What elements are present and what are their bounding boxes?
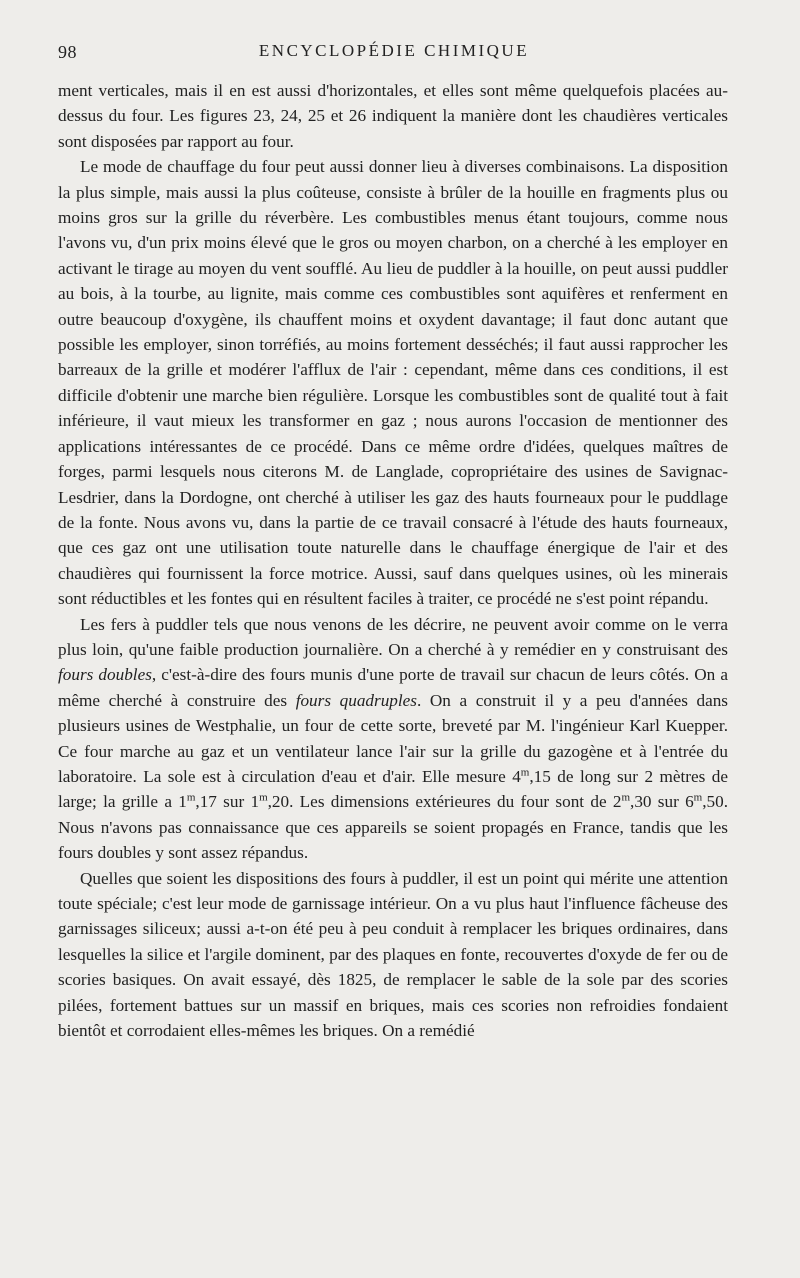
- paragraph-lining: Quelles que soient les dispositions des fours à puddler, il est un point qui mérite une attention toute spéciale; c'est leur mode de garnissage intérieur. On a vu plus haut l'influence fâcheuse des garnissages siliceux; aussi a-t-on été peu à peu conduit à remplacer les briques ordinaires, dans lesquelles la silice et l'argile dominent, par des plaques en fonte, recouvertes d'oxyde de fer ou de scories basiques. On avait essayé, dès 1825, de remplacer le sable de la sole par des scories pilées, fortement battues sur un massif en briques, mais ces scories non refroidies fondaient bientôt et corrodaient elles-mêmes les briques. On a remédié: [58, 868, 728, 1041]
- text-run: ,17 sur 1: [195, 792, 260, 812]
- page-number: 98: [58, 42, 77, 62]
- text-run: ,15 de long sur 2 mètres de large; la grille a 1: [58, 766, 728, 812]
- text-run: , c'est-à-dire des fours munis d'une porte de travail sur chacun de leurs côtés. On a même cherché à construire des: [58, 665, 728, 710]
- unit-superscript: m: [186, 791, 196, 804]
- paragraph-heating-modes: Le mode de chauffage du four peut aussi donner lieu à diverses combinaisons. La disposition la plus simple, mais aussi la plus coûteuse, consiste à brûler de la houille en fragments plus ou moins gros sur la grille du réverbère. Les combustibles menus étant toujours, comme nous l'avons vu, d'un prix moins élevé que le gros ou moyen charbon, on a cherché à les employer en activant le tirage au moyen du vent soufflé. Au lieu de puddler à la houille, on peut aussi puddler au bois, à la tourbe, au lignite, mais comme ces combustibles sont aquifères et renferment en outre beaucoup d'oxygène, ils chauffent moins et oxydent davantage; il faut donc autant que possible les employer, sinon torréfiés, au moins fortement desséchés; il faut aussi rapprocher les barreaux de la grille et modérer l'afflux de l'air : cependant, même dans ces conditions, il est difficile d'obtenir une marche bien régulière. Lorsque les combustibles sont de qualité tout à fait inférieure, il vaut mieux les transformer en gaz ; nous aurons l'occasion de mentionner des applications intéressantes de ce procédé. Dans ce même ordre d'idées, quelques maîtres de forges, parmi lesquels nous citerons M. de Langlade, copropriétaire des usines de Savignac-Lesdrier, dans la Dordogne, ont cherché à utiliser les gaz des hauts fourneaux pour le puddlage de la fonte. Nous avons vu, dans la partie de ce travail consacré à l'étude des hauts fourneaux, que ces gaz ont une utilisation toute naturelle dans le chauffage énergique de l'air et des chaudières qui fournissent la force motrice. Aussi, sauf dans quelques usines, où les minerais sont réductibles et les fontes qui en résultent faciles à traiter, ce procédé ne s'est point répandu.: [58, 157, 728, 609]
- text-run: . On a construit il y a peu d'années dans plusieurs usines de Westphalie, un four de cette sorte, breveté par M. l'ingénieur Karl Kuepper. Ce four marche au gaz et un ventilateur lance l'air sur la grille du gazogène et à l'entrée du laboratoire. La sole est à circulation d'eau et d'air. Elle mesure 4: [58, 690, 729, 786]
- unit-superscript: m: [693, 791, 703, 804]
- paragraph-continuation: ment verticales, mais il en est aussi d'horizontales, et elles sont même quelquefois placées au-dessus du four. Les figures 23, 24, 25 et 26 indiquent la manière dont les chaudières verticales sont disposées par rapport au four.: [58, 81, 728, 151]
- page-header: [58, 36, 730, 66]
- text-run: ,50. Nous n'avons pas connaissance que ces appareils se soient propagés en France, tandis que les fours doubles y sont assez répandus.: [58, 792, 729, 863]
- text-run: ,20. Les dimensions extérieures du four sont de 2: [267, 792, 622, 812]
- unit-superscript: m: [259, 791, 268, 804]
- text-run: ,30 sur 6: [630, 792, 694, 812]
- unit-superscript: m: [520, 766, 530, 779]
- running-title: ENCYCLOPÉDIE CHIMIQUE: [258, 41, 530, 60]
- paragraph-double-furnaces: [58, 612, 728, 866]
- text-run: Les fers à puddler tels que nous venons de les décrire, ne peuvent avoir comme on le verra plus loin, qu'une faible production journalière. On a cherché à y remédier en y construisant des: [58, 614, 728, 659]
- italic-term: fours quadruples: [295, 690, 417, 710]
- page-body: [58, 78, 728, 1043]
- unit-superscript: m: [621, 791, 631, 804]
- italic-term: fours doubles: [58, 665, 152, 685]
